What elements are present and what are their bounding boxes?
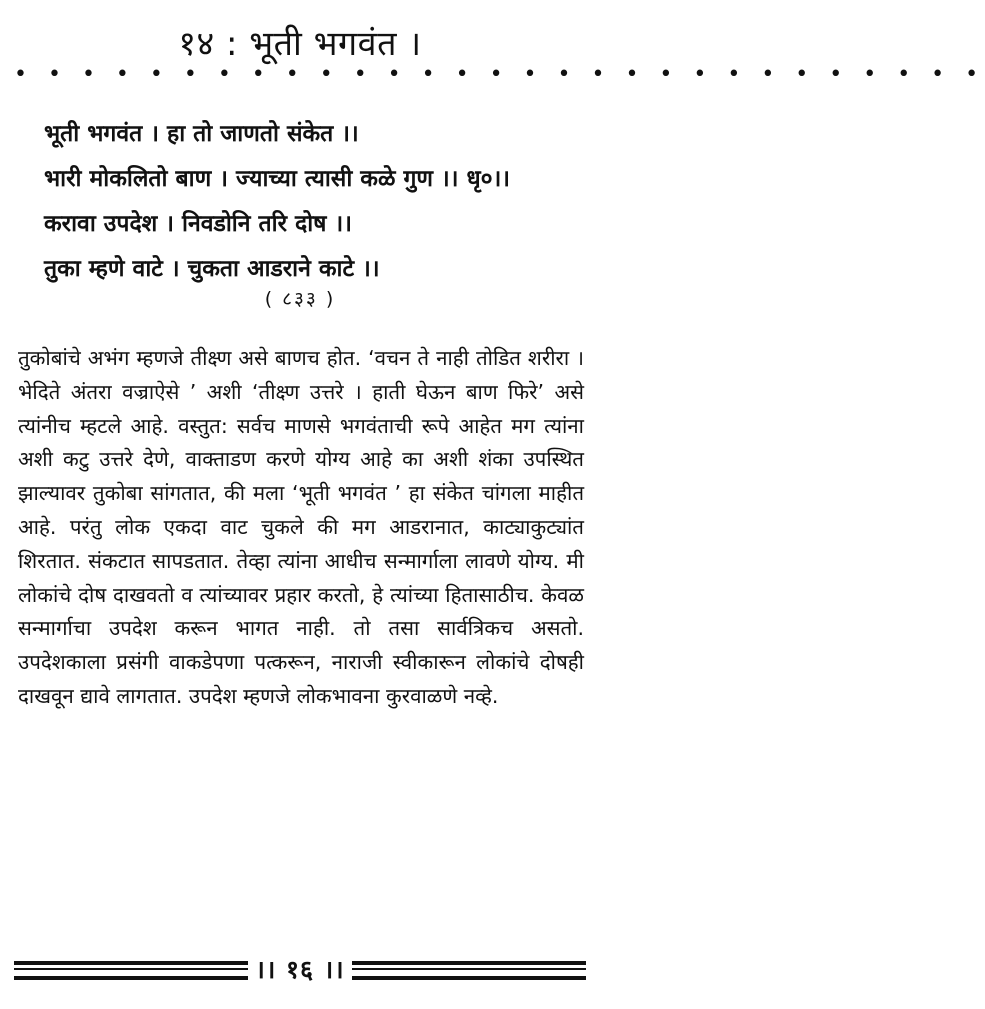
commentary-block	[18, 342, 584, 714]
verse-line-2: भारी मोकलितो बाण । ज्याच्या त्यासी कळे गुण ।। धृ०।।	[44, 166, 511, 192]
abhang-number: ( ८३३ )	[264, 288, 336, 310]
verse-line-1: भूती भगवंत । हा तो जाणतो संकेत ।।	[44, 121, 359, 147]
verse-line-3: करावा उपदेश । निवडोनि तरि दोष ।।	[44, 211, 352, 237]
verse-line-4: तुका म्हणे वाटे । चुकता आडराने काटे ।।	[44, 256, 380, 282]
page-number: ।। १६ ।।	[248, 950, 352, 990]
dotted-separator: • • • • • • • • • • • • • • • • • • • • • • • • • • • • •	[14, 62, 985, 87]
commentary-paragraph: तुकोबांचे अभंग म्हणजे तीक्ष्ण असे बाणच होत. ‘वचन ते नाही तोडित शरीरा । भेदिते अंतरा वज्राऐसे ’ अशी ‘तीक्ष्ण उत्तरे । हाती घेऊन बाण फिरे’ असे त्यांनीच म्हटले आहे. वस्तुत: सर्वच माणसे भगवंताची रूपे आहेत मग त्यांना अशी कटु उत्तरे देणे, वाक्ताडण करणे योग्य आहे का अशी शंका उपस्थित झाल्यावर तुकोबा सांगतात, की मला ‘भूती भगवंत ’ हा संकेत चांगला माहीत आहे. परंतु लोक एकदा वाट चुकले की मग आडरानात, काट्याकुट्यांत शिरतात. संकटात सापडतात. तेव्हा त्यांना आधीच सन्मार्गाला लावणे योग्य. मी लोकांचे दोष दाखवतो व त्यांच्यावर प्रहार करतो, हे त्यांच्या हितासाठीच. केवळ सन्मार्गाचा उपदेश करून भागत नाही. तो तसा सार्वत्रिकच असतो. उपदेशकाला प्रसंगी वाकडेपणा पत्करून, नाराजी स्वीकारून लोकांचे दोषही दाखवून द्यावे लागतात. उपदेश म्हणजे लोकभावना कुरवाळणे नव्हे.	[18, 346, 584, 708]
page-footer	[0, 936, 600, 1006]
chapter-heading: १४ : भूती भगवंत ।	[178, 24, 422, 64]
abhang-verse	[44, 112, 584, 292]
